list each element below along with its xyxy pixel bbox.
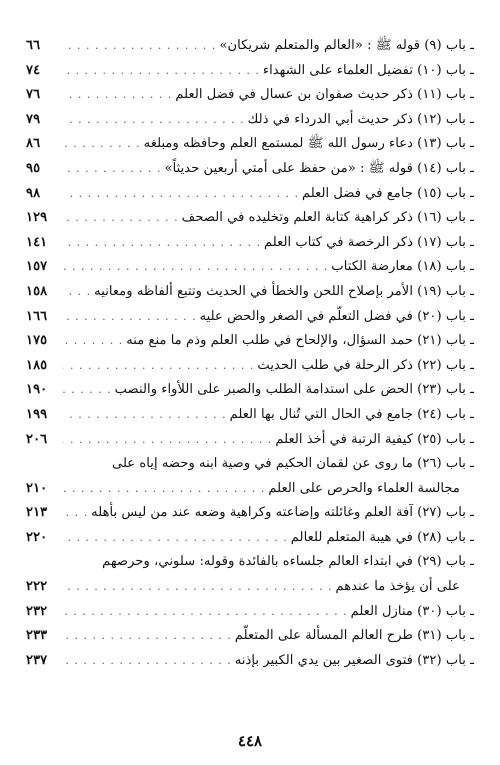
toc-entry-page: ١٥٧	[26, 259, 48, 275]
dot-leader	[63, 182, 299, 207]
toc-entry-title: ـ باب (١٠) تفضيل العلماء على الشهداء	[262, 62, 474, 78]
dot-leader	[63, 378, 112, 403]
toc-entry-page: ١٦٦	[26, 308, 48, 324]
toc-entry	[26, 59, 474, 84]
toc-entry-page: ٢٢٠	[26, 529, 48, 545]
dot-leader	[63, 575, 333, 600]
toc-entry	[26, 255, 474, 280]
toc-entry	[26, 428, 474, 453]
toc-entry-title: ـ باب (١٨) معارضة الكتاب	[331, 259, 474, 275]
toc-entry-title: ـ باب (٩) قوله ﷺ : «العالم والمتعلم شريكان»	[219, 38, 474, 53]
dot-leader	[63, 501, 88, 526]
dot-leader	[63, 649, 232, 674]
toc-entry-title: ـ باب (٢٥) كيفية الرتبة في أخذ العلم	[275, 431, 474, 447]
toc-entry	[26, 83, 474, 108]
toc-entry-page: ٢١٠	[26, 480, 48, 496]
toc-entry-title: ـ باب (٢٨) في هيبة المتعلم للعالم	[290, 529, 474, 545]
dot-leader	[63, 132, 141, 157]
toc-entry	[26, 501, 474, 526]
table-of-contents	[26, 34, 474, 673]
toc-entry	[26, 600, 474, 625]
toc-entry-title: ـ باب (٣١) طرح العالم المسألة على المتعلّم	[234, 628, 474, 644]
dot-leader	[63, 280, 91, 305]
toc-entry-title: ـ باب (٢٣) الحض على استدامة الطلب والصبر على اللأواء والنصب	[114, 382, 474, 398]
toc-entry	[26, 280, 474, 305]
toc-entry	[26, 575, 474, 600]
toc-entry-title: ـ باب (١٩) الأمر بإصلاح اللحن والخطأ في الحديث وتتبع ألفاظه ومعانيه	[94, 283, 474, 299]
toc-entry	[26, 452, 474, 477]
toc-entry	[26, 206, 474, 231]
toc-entry-page: ٩٥	[26, 160, 41, 176]
dot-leader	[63, 206, 179, 231]
toc-entry	[26, 182, 474, 207]
toc-entry-title: ـ باب (٢٤) جامع في الحال التي تُنال بها العلم	[229, 406, 474, 422]
toc-entry-page: ١٢٩	[26, 210, 48, 226]
toc-entry	[26, 157, 474, 182]
dot-leader	[63, 34, 216, 59]
toc-entry-title: ـ باب (٣٠) منازل العلم	[350, 603, 474, 619]
toc-entry-title: ـ باب (٢٢) ذكر الرحلة في طلب الحديث	[257, 357, 474, 373]
page-number: ٤٤٨	[237, 732, 263, 750]
toc-entry-title: ـ باب (٢٩) في ابتداء العالم جلساءه بالفائدة وقوله: سلوني، وحرصهم	[102, 554, 474, 570]
toc-entry-title: مجالسة العلماء والحرص على العلم	[268, 480, 460, 496]
toc-entry-page: ٧٦	[26, 87, 41, 103]
dot-leader	[63, 83, 172, 108]
toc-entry-page: ٢٣٣	[26, 628, 48, 644]
toc-entry-title: ـ باب (١١) ذكر حديث صفوان بن عسال في فضل العلم	[175, 87, 474, 103]
toc-entry-page: ١٧٥	[26, 333, 48, 349]
dot-leader	[63, 305, 197, 330]
toc-entry-title: ـ باب (١٦) ذكر كراهية كتابة العلم وتخليده في الصحف	[181, 210, 474, 226]
toc-entry-page: ١٩٠	[26, 382, 48, 398]
toc-entry-page: ٢٠٦	[26, 431, 48, 447]
toc-entry	[26, 305, 474, 330]
toc-entry	[26, 624, 474, 649]
toc-entry-page: ٩٨	[26, 185, 41, 201]
toc-entry-page: ٢١٣	[26, 505, 48, 521]
toc-entry-page: ١٨٥	[26, 357, 48, 373]
toc-entry-page: ١٤١	[26, 234, 48, 250]
dot-leader	[63, 255, 328, 280]
dot-leader	[63, 428, 272, 453]
toc-entry	[26, 477, 474, 502]
toc-entry	[26, 649, 474, 674]
toc-entry-page: ٢٣٢	[26, 603, 48, 619]
toc-entry	[26, 550, 474, 575]
toc-entry-title: ـ باب (١٥) جامع في فضل العلم	[301, 185, 474, 201]
toc-entry	[26, 329, 474, 354]
toc-entry-page: ٢٣٧	[26, 652, 48, 668]
dot-leader	[63, 600, 348, 625]
toc-entry-title: ـ باب (٢١) حمد السؤال، والإلحاح في طلب العلم وذم ما منع منه	[126, 333, 474, 349]
toc-entry-title: ـ باب (٣٢) فتوى الصغير بين يدي الكبير بإذنه	[234, 652, 474, 668]
toc-entry	[26, 132, 474, 157]
toc-entry-title: ـ باب (٢٦) ما روى عن لقمان الحكيم في وصية ابنه وحضه إياه على	[111, 456, 474, 472]
toc-entry-title: على أن يؤخذ ما عندهم	[335, 579, 460, 595]
toc-entry-title: ـ باب (٢٠) في فضل التعلّم في الصغر والحض عليه	[199, 308, 474, 324]
toc-entry-title: ـ باب (٢٧) آفة العلم وغائلته وإضاعته وكراهية وضعه عند من ليس بأهله	[91, 505, 474, 521]
dot-leader	[63, 329, 123, 354]
dot-leader	[63, 624, 232, 649]
dot-leader	[63, 157, 162, 182]
toc-entry	[26, 108, 474, 133]
dot-leader	[63, 354, 254, 379]
toc-entry-title: ـ باب (١٣) دعاء رسول الله ﷺ لمستمع العلم وحافظه ومبلغه	[143, 136, 474, 152]
toc-entry-page: ٧٤	[26, 62, 41, 78]
dot-leader	[63, 403, 227, 428]
toc-entry-page: ١٥٨	[26, 283, 48, 299]
toc-entry	[26, 526, 474, 551]
toc-entry	[26, 354, 474, 379]
toc-entry-title: ـ باب (١٢) ذكر حديث أبي الدرداء في ذلك	[247, 111, 474, 127]
toc-entry	[26, 34, 474, 59]
toc-entry-page: ٢٢٢	[26, 579, 48, 595]
toc-entry-page: ٦٦	[26, 38, 41, 53]
dot-leader	[63, 108, 245, 133]
toc-entry-page: ١٩٩	[26, 406, 48, 422]
toc-entry	[26, 378, 474, 403]
toc-entry-page: ٨٦	[26, 136, 41, 152]
dot-leader	[63, 477, 265, 502]
dot-leader	[63, 526, 288, 551]
dot-leader	[63, 59, 260, 84]
toc-entry	[26, 403, 474, 428]
toc-entry	[26, 231, 474, 256]
toc-entry-title: ـ باب (١٤) قوله ﷺ : «من حفظ على أمتي أربعين حديثاً»	[164, 160, 474, 176]
dot-leader	[63, 231, 261, 256]
toc-entry-title: ـ باب (١٧) ذكر الرخصة في كتاب العلم	[264, 234, 474, 250]
toc-entry-page: ٧٩	[26, 111, 41, 127]
